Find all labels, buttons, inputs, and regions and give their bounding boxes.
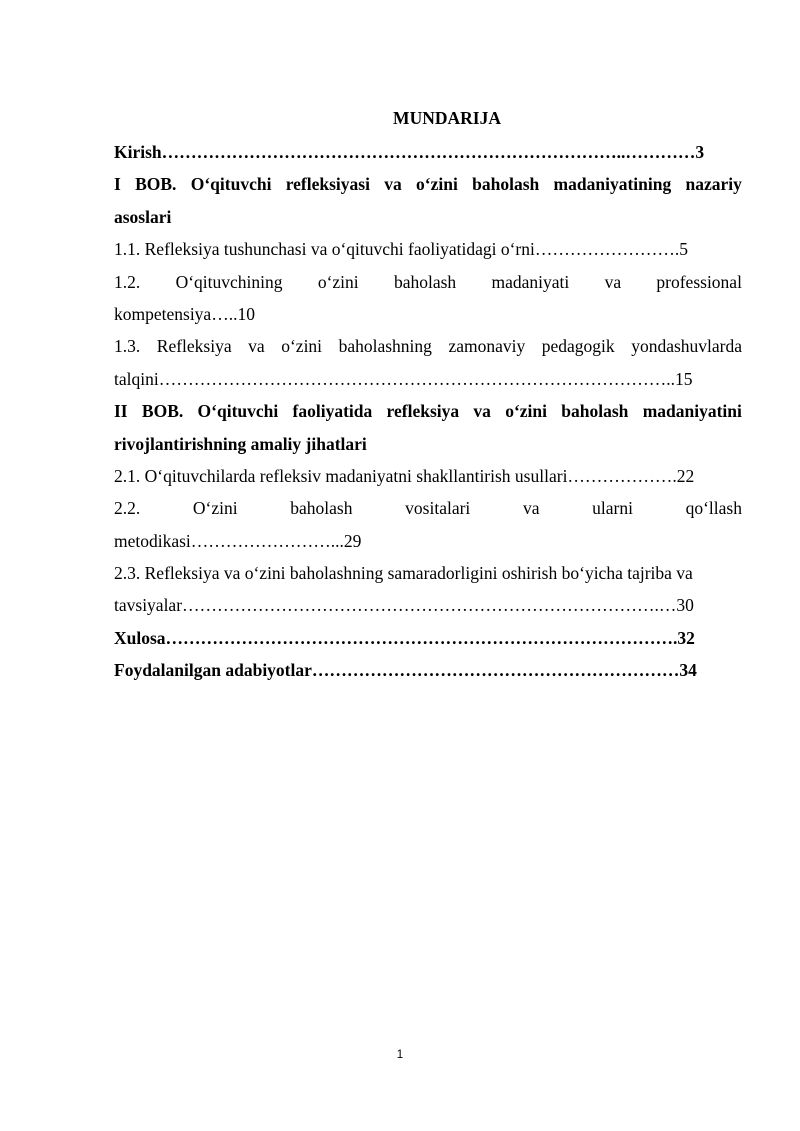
toc-chapter-1-line-1 [114,168,742,200]
toc-word: madaniyati [491,271,570,292]
toc-entry-2-2-line-2: metodikasi……………………...29 [114,530,362,551]
toc-word: va [522,498,540,519]
toc-entry-adabiyotlar: Foydalanilgan adabiyotlar………………………………………………………34 [114,660,697,681]
toc-word: madaniyatining [553,174,672,195]
toc-word: zamonaviy [448,336,526,357]
toc-entry-1-2-line-1 [114,266,742,298]
toc-word: o‘zini [505,401,548,422]
toc-word: baholash [561,401,629,422]
toc-word: o‘zini [416,174,458,195]
toc-word: O‘zini [192,498,238,519]
toc-word: baholash [393,271,457,292]
toc-word: va [473,401,491,422]
toc-word: faoliyatida [292,401,373,422]
toc-word: BOB. [141,401,184,422]
toc-entry-xulosa: Xulosa…………………………………………………………………………….32 [114,627,695,648]
toc-entry-2-2-line-1 [114,492,742,524]
toc-entry-2-1: 2.1. O‘qituvchilarda refleksiv madaniyatni shakllantirish usullari……………….22 [114,465,695,486]
toc-chapter-2-line-2: rivojlantirishning amaliy jihatlari [114,433,367,454]
toc-word: 1.3. [114,336,141,357]
toc-word: o‘zini [317,271,359,292]
table-of-contents [114,136,742,687]
toc-word: BOB. [135,174,177,195]
toc-word: qo‘llash [685,498,742,519]
toc-word: I [114,174,121,195]
toc-word: pedagogik [541,336,615,357]
toc-word: refleksiya [386,401,460,422]
toc-word: baholash [290,498,353,519]
toc-word: vositalari [405,498,471,519]
toc-entry-1-1: 1.1. Refleksiya tushunchasi va o‘qituvchi faoliyatidagi o‘rni…………………….5 [114,239,688,260]
toc-word: madaniyatini [642,401,742,422]
page-number: 1 [396,1049,404,1061]
page-title: MUNDARIJA [393,108,501,128]
toc-word: yondashuvlarda [631,336,742,357]
toc-word: O‘qituvchining [175,271,283,292]
toc-word: O‘qituvchi [190,174,272,195]
toc-entry-1-2-line-2: kompetensiya…..10 [114,303,255,324]
toc-entry-1-3-line-1 [114,330,742,362]
toc-word: refleksiyasi [285,174,370,195]
toc-word: O‘qituvchi [197,401,279,422]
toc-word: professional [656,271,742,292]
toc-word: II [114,401,128,422]
toc-word: baholashning [338,336,432,357]
toc-word: va [248,336,265,357]
toc-word: baholash [472,174,540,195]
toc-chapter-1-line-2: asoslari [114,206,172,227]
toc-entry-2-3-line-2: tavsiyalar……………………………………………………………………….…30 [114,595,694,616]
toc-word: 1.2. [114,271,141,292]
toc-word: o‘zini [281,336,323,357]
toc-word: nazariy [685,174,742,195]
toc-entry-kirish: Kirish……………………………………………………………………..…………3 [114,142,705,162]
toc-word: va [604,271,622,292]
toc-word: 2.2. [114,498,141,519]
toc-word: ularni [592,498,633,519]
toc-word: va [384,174,402,195]
toc-word: Refleksiya [156,336,232,357]
toc-entry-2-3-line-1: 2.3. Refleksiya va o‘zini baholashning samaradorligini oshirish bo‘yicha tajriba va [114,563,693,584]
toc-entry-1-3-line-2: talqini……………………………………………………………………………..15 [114,368,693,389]
toc-chapter-2-line-1 [114,395,742,427]
